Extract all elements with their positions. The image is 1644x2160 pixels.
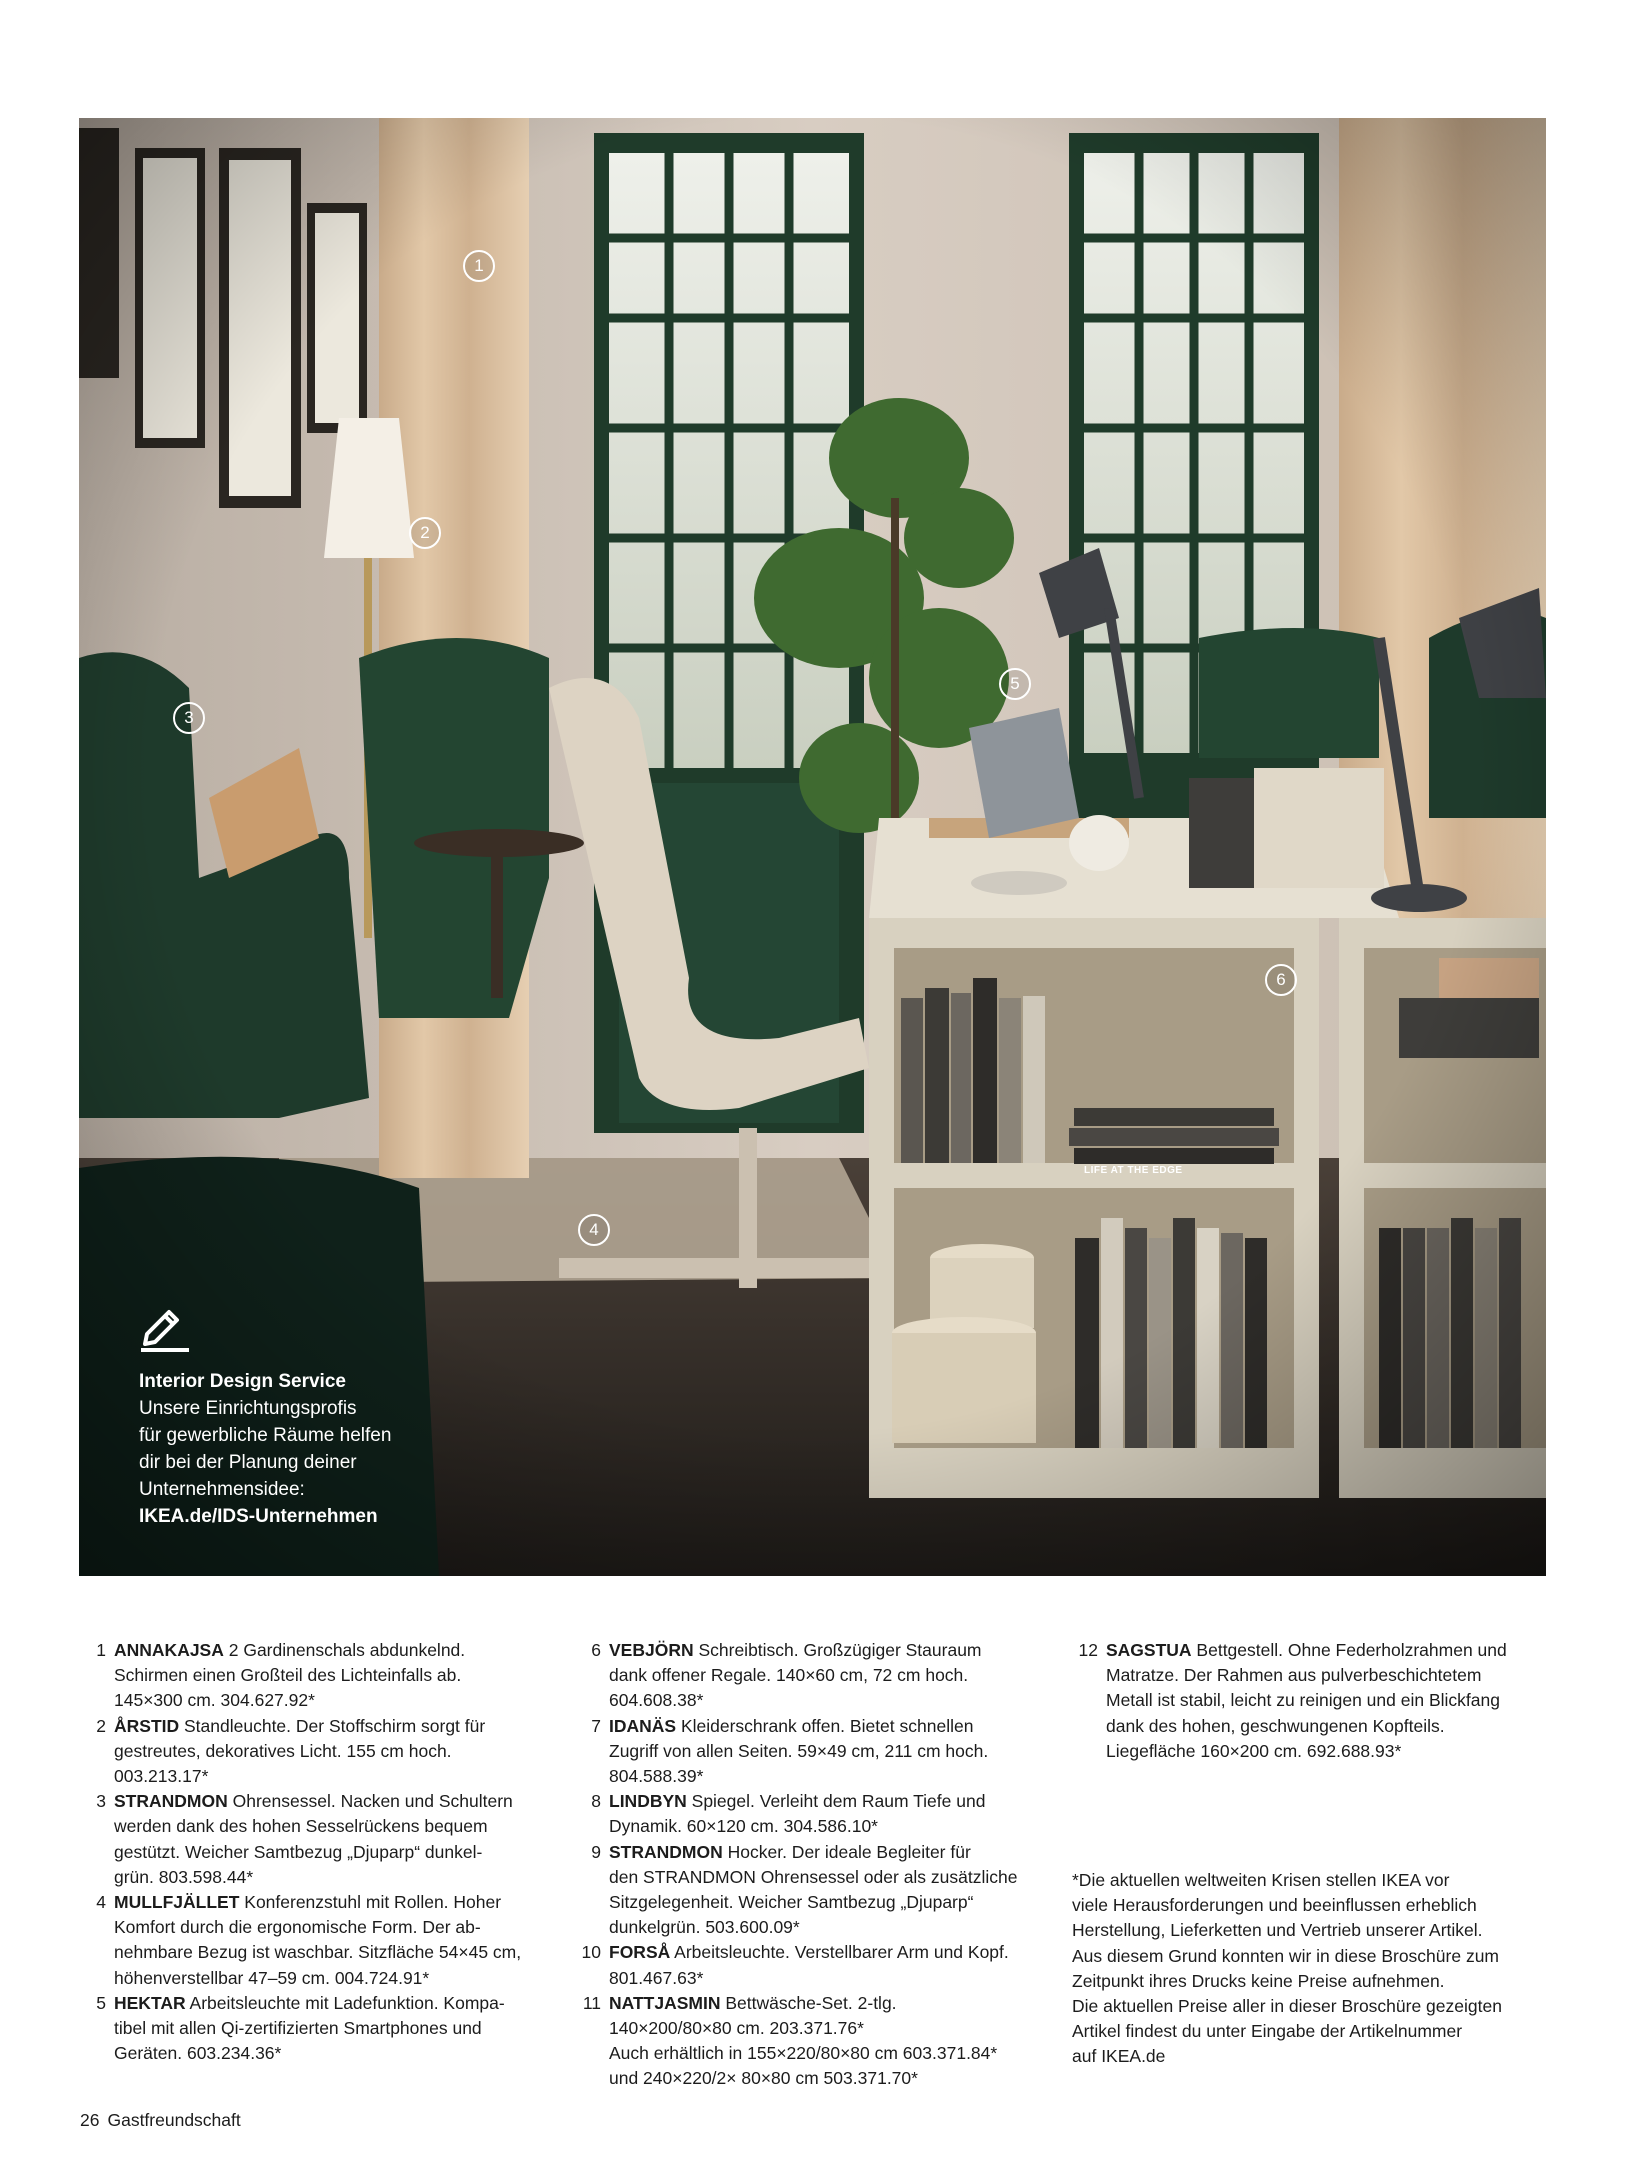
note-line: Zeitpunkt ihres Drucks keine Preise aufnehmen. <box>1072 1970 1445 1991</box>
item-line: und 240×220/2× 80×80 cm 503.371.70* <box>609 2068 918 2089</box>
marker-3: 3 <box>173 702 205 734</box>
note-line: Die aktuellen Preise aller in dieser Broschüre gezeigten <box>1072 1996 1502 2017</box>
price-disclaimer-note <box>1072 1868 1542 2070</box>
page-footer <box>80 2108 241 2132</box>
item-number: 5 <box>96 1992 106 2013</box>
item-line: Geräten. 603.234.36* <box>114 2043 282 2064</box>
item-line: gestützt. Weicher Samtbezug „Djuparp“ dunkel- <box>114 1841 483 1862</box>
item-line: dank offener Regale. 140×60 cm, 72 cm hoch. <box>609 1665 969 1686</box>
product-item <box>80 1638 550 1714</box>
product-item <box>575 1940 1055 1990</box>
item-line: 140×200/80×80 cm. 203.371.76* <box>609 2018 864 2039</box>
product-item <box>575 1840 1055 1941</box>
item-number: 3 <box>96 1791 106 1812</box>
marker-1: 1 <box>463 250 495 282</box>
item-line: Spiegel. Verleiht dem Raum Tiefe und <box>686 1791 986 1812</box>
note-line: auf IKEA.de <box>1072 2046 1166 2067</box>
item-line: werden dank des hohen Sesselrückens bequem <box>114 1816 488 1837</box>
item-line: 003.213.17* <box>114 1766 209 1787</box>
item-line: nehmbare Bezug ist waschbar. Sitzfläche 54×45 cm, <box>114 1942 522 1963</box>
pencil-edit-icon <box>139 1298 191 1352</box>
item-line: tibel mit allen Qi-zertifizierten Smartphones und <box>114 2018 482 2039</box>
product-item <box>575 1991 1055 2092</box>
item-number: 6 <box>591 1640 601 1660</box>
item-line: Liegefläche 160×200 cm. 692.688.93* <box>1106 1740 1402 1761</box>
item-line: 2 Gardinenschals abdunkelnd. <box>223 1640 466 1660</box>
item-line: 801.467.63* <box>609 1967 704 1988</box>
item-line: den STRANDMON Ohrensessel oder als zusätzliche <box>609 1866 1018 1887</box>
item-line: gestreutes, dekoratives Licht. 155 cm hoch. <box>114 1740 452 1761</box>
item-line: Ohrensessel. Nacken und Schultern <box>227 1791 513 1812</box>
item-line: Schirmen einen Großteil des Lichteinfalls ab. <box>114 1665 462 1686</box>
note-line: Artikel findest du unter Eingabe der Artikelnummer <box>1072 2021 1463 2042</box>
item-line: höhenverstellbar 47–59 cm. 004.724.91* <box>114 1967 430 1988</box>
product-item <box>575 1714 1055 1790</box>
item-line: Arbeitsleuchte. Verstellbarer Arm und Kopf. <box>670 1942 1009 1963</box>
product-item <box>80 1890 550 1991</box>
product-item <box>80 1789 550 1890</box>
item-line: 804.588.39* <box>609 1766 704 1787</box>
ids-line: für gewerbliche Räume helfen <box>139 1425 392 1446</box>
item-line: 604.608.38* <box>609 1690 704 1711</box>
product-item <box>1072 1638 1542 1764</box>
product-name: LINDBYN <box>609 1791 687 1812</box>
product-name: MULLFJÄLLET <box>114 1892 240 1913</box>
item-line: Standleuchte. Der Stoffschirm sorgt für <box>179 1715 486 1736</box>
product-column-1 <box>80 1638 550 2066</box>
item-line: Auch erhältlich in 155×220/80×80 cm 603.371.84* <box>609 2043 998 2064</box>
item-line: Arbeitsleuchte mit Ladefunktion. Kompa- <box>185 1992 505 2013</box>
page-number: 26 <box>80 2110 100 2130</box>
item-line: Dynamik. 60×120 cm. 304.586.10* <box>609 1816 878 1837</box>
product-name: IDANÄS <box>609 1715 677 1736</box>
product-item <box>80 1714 550 1790</box>
item-number: 1 <box>96 1640 106 1660</box>
item-line: Sitzgelegenheit. Weicher Samtbezug „Djuparp“ <box>609 1892 974 1913</box>
note-line: Herstellung, Lieferketten und Vertrieb unserer Artikel. <box>1072 1920 1483 1941</box>
product-name: STRANDMON <box>609 1841 723 1862</box>
item-number: 2 <box>96 1715 106 1736</box>
marker-2: 2 <box>409 517 441 549</box>
product-name: NATTJASMIN <box>609 1992 721 2013</box>
ids-link[interactable]: IKEA.de/IDS-Unternehmen <box>139 1506 378 1527</box>
item-number: 9 <box>591 1841 601 1862</box>
item-line: Konferenzstuhl mit Rollen. Hoher <box>239 1892 502 1913</box>
interior-design-service-box <box>139 1298 499 1530</box>
note-line: Aus diesem Grund konnten wir in diese Broschüre zum <box>1072 1945 1500 1966</box>
item-line: Zugriff von allen Seiten. 59×49 cm, 211 cm hoch. <box>609 1740 989 1761</box>
product-item <box>575 1638 1055 1714</box>
ids-line: Unsere Einrichtungsprofis <box>139 1398 357 1419</box>
product-name: STRANDMON <box>114 1791 228 1812</box>
marker-5: 5 <box>999 668 1031 700</box>
note-line: *Die aktuellen weltweiten Krisen stellen IKEA vor <box>1072 1870 1450 1890</box>
item-line: Komfort durch die ergonomische Form. Der ab- <box>114 1917 481 1938</box>
marker-4: 4 <box>578 1214 610 1246</box>
item-line: dunkelgrün. 503.600.09* <box>609 1917 800 1938</box>
product-column-2 <box>575 1638 1055 2092</box>
product-name: FORSÅ <box>609 1942 671 1963</box>
item-number: 4 <box>96 1892 106 1913</box>
item-line: Bettwäsche-Set. 2-tlg. <box>720 1992 897 2013</box>
ids-line: Unternehmensidee: <box>139 1479 305 1500</box>
item-number: 12 <box>1078 1640 1098 1660</box>
product-name: ANNAKAJSA <box>114 1640 224 1660</box>
item-line: Schreibtisch. Großzügiger Stauraum <box>693 1640 982 1660</box>
product-column-3 <box>1072 1638 1542 1764</box>
item-line: Bettgestell. Ohne Federholzrahmen und <box>1191 1640 1507 1660</box>
section-name: Gastfreundschaft <box>107 2110 241 2130</box>
item-line: Metall ist stabil, leicht zu reinigen und ein Blickfang <box>1106 1690 1500 1711</box>
item-line: dank des hohen, geschwungenen Kopfteils. <box>1106 1715 1445 1736</box>
product-name: HEKTAR <box>114 1992 186 2013</box>
hero-photo <box>79 118 1546 1576</box>
item-line: Matratze. Der Rahmen aus pulverbeschichtetem <box>1106 1665 1482 1686</box>
item-line: 145×300 cm. 304.627.92* <box>114 1690 315 1711</box>
product-item <box>80 1991 550 2067</box>
item-number: 7 <box>591 1715 601 1736</box>
product-name: SAGSTUA <box>1106 1640 1192 1660</box>
item-number: 8 <box>591 1791 601 1812</box>
book-spine-text: LIFE AT THE EDGE <box>1084 1165 1183 1176</box>
marker-6: 6 <box>1265 964 1297 996</box>
ids-title: Interior Design Service <box>139 1371 346 1392</box>
item-line: grün. 803.598.44* <box>114 1866 254 1887</box>
product-name: ÅRSTID <box>114 1715 180 1736</box>
item-line: Kleiderschrank offen. Bietet schnellen <box>676 1715 974 1736</box>
item-number: 11 <box>582 1992 601 2013</box>
item-line: Hocker. Der ideale Begleiter für <box>722 1841 971 1862</box>
item-number: 10 <box>581 1942 601 1963</box>
ids-line: dir bei der Planung deiner <box>139 1452 357 1473</box>
product-item <box>575 1789 1055 1839</box>
note-line: viele Herausforderungen und beeinflussen erheblich <box>1072 1895 1477 1916</box>
product-name: VEBJÖRN <box>609 1640 694 1660</box>
